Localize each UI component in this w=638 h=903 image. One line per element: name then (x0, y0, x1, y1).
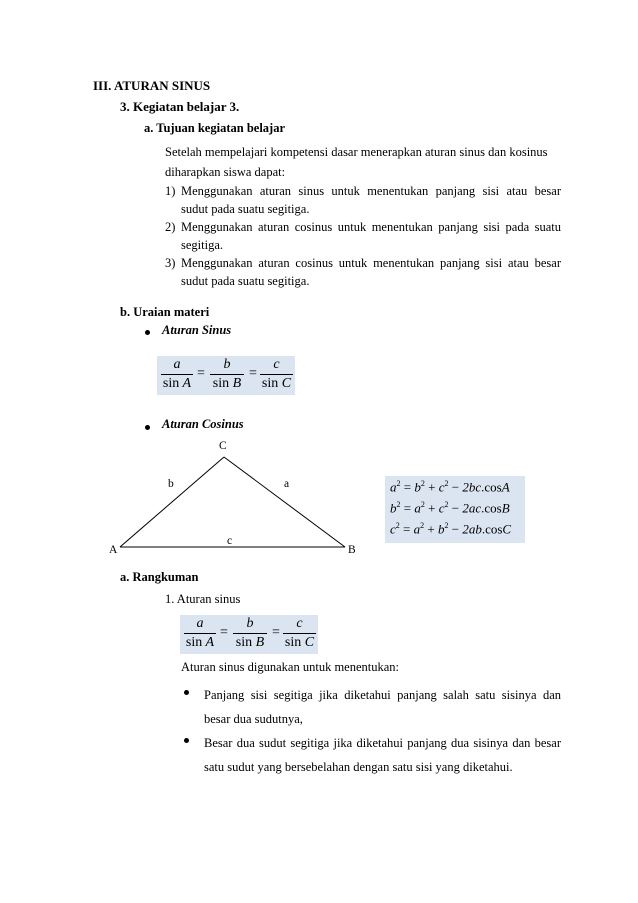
triangle-diagram (100, 440, 380, 560)
vertex-a-label: A (109, 544, 118, 556)
intro-line-1: Setelah mempelajari kompetensi dasar menerapkan aturan sinus dan kosinus (165, 145, 548, 159)
usage-item (204, 731, 561, 779)
term-2: c (438, 479, 445, 495)
objective-line-2: sudut pada suatu segitiga. (181, 274, 310, 288)
fraction-b (231, 615, 269, 652)
intro-line-2: diharapkan siswa dapat: (165, 164, 286, 179)
numerator: c (296, 616, 303, 631)
bullet-icon (145, 425, 150, 430)
fraction-c (281, 615, 318, 652)
angle: A (501, 479, 510, 495)
usage-line-1: Panjang sisi segitiga jika diketahui panjang salah satu sisinya dan (204, 688, 561, 702)
cosine-rule-label: Aturan Cosinus (162, 417, 244, 431)
sine-rule-formula (157, 356, 295, 395)
denominator (231, 634, 269, 652)
objective-number: 3) (165, 256, 176, 270)
coefficient: 2ab (462, 521, 482, 537)
sin-label: sin (284, 635, 302, 650)
side-a (224, 457, 345, 547)
vertex-b-label: B (348, 544, 356, 556)
equals-sign: = (220, 625, 228, 640)
side-a-label: a (284, 478, 290, 490)
sin-label: sin (261, 376, 279, 391)
usage-line-1: Besar dua sudut segitiga jika diketahui panjang dua sisinya dan besar (204, 736, 561, 750)
bullet-icon (184, 738, 189, 743)
cosine-law-3: $c^2 = a^2 + b^2 - 2ab.\cos C$ (390, 521, 512, 537)
side-b-label: b (168, 478, 174, 490)
numerator: a (196, 616, 204, 631)
summary-heading: a. Rangkuman (120, 570, 199, 584)
objective-line-1: Menggunakan aturan cosinus untuk menentukan panjang sisi atau besar (181, 256, 561, 270)
objective-line-2: segitiga. (181, 238, 224, 252)
equals-sign: = (197, 366, 205, 381)
sin-label: sin (185, 635, 203, 650)
objectives-list (165, 182, 561, 290)
equals-sign: = (272, 625, 280, 640)
sin-label: sin (162, 376, 180, 391)
numerator: b (246, 616, 254, 631)
term-1: b (414, 479, 421, 495)
term-1: a (413, 521, 421, 537)
activity-heading: 3. Kegiatan belajar 3. (120, 99, 240, 114)
angle: B (501, 500, 510, 516)
cosine-law-2: $b^2 = a^2 + c^2 - 2ac.\cos B$ (390, 500, 510, 516)
objective-line-1: Menggunakan aturan cosinus untuk menentukan panjang sisi pada suatu (181, 220, 561, 234)
denominator (182, 634, 218, 652)
numerator: a (173, 357, 181, 372)
cosine-law-1: $a^2 = b^2 + c^2 - 2bc.\cos A$ (390, 479, 510, 495)
fraction-c (258, 356, 295, 393)
section-title: III. ATURAN SINUS (93, 78, 211, 93)
angle-label: C (281, 376, 292, 391)
angle-label: A (182, 376, 192, 391)
equals-sign: = (249, 366, 257, 381)
vertex-c-label: C (219, 440, 227, 452)
angle-label: B (232, 376, 242, 391)
side-c-label: c (227, 535, 233, 547)
usage-line-2: satu sudut yang bersebelahan dengan satu sisi yang diketahui. (204, 760, 513, 774)
summary-item-1: 1. Aturan sinus (165, 592, 241, 606)
objectives-heading: a. Tujuan kegiatan belajar (144, 121, 286, 135)
term-2: c (438, 500, 445, 516)
objective-number: 2) (165, 220, 176, 234)
usage-intro: Aturan sinus digunakan untuk menentukan: (181, 660, 400, 674)
coefficient: 2ac (462, 500, 482, 516)
sine-rule-label: Aturan Sinus (162, 323, 232, 337)
numerator: b (223, 357, 231, 372)
objective-item (165, 218, 561, 254)
objectives-intro (165, 143, 561, 182)
angle-label: C (304, 635, 315, 650)
cosine-laws-box (385, 476, 525, 543)
bullet-icon (145, 330, 150, 335)
sine-rule-formula-summary (180, 615, 318, 654)
denominator (258, 375, 295, 393)
angle-label: A (205, 635, 215, 650)
usage-line-2: besar dua sudutnya, (204, 712, 303, 726)
angle: C (502, 521, 512, 537)
term-2: b (437, 521, 445, 537)
fraction-b (208, 356, 246, 393)
numerator: c (273, 357, 280, 372)
side-b (120, 457, 224, 547)
lhs: c (390, 521, 396, 537)
usage-item (204, 683, 561, 731)
denominator (208, 375, 246, 393)
lhs: a (390, 479, 397, 495)
objective-number: 1) (165, 184, 176, 198)
objective-line-1: Menggunakan aturan sinus untuk menentukan panjang sisi atau besar (181, 184, 561, 198)
term-1: a (414, 500, 421, 516)
denominator (281, 634, 318, 652)
fraction-a (159, 356, 195, 393)
coefficient: 2bc (462, 479, 482, 495)
sin-label: sin (212, 376, 230, 391)
objective-item (165, 254, 561, 290)
angle-label: B (255, 635, 265, 650)
objective-line-2: sudut pada suatu segitiga. (181, 202, 310, 216)
denominator (159, 375, 195, 393)
lhs: b (390, 500, 397, 516)
objective-item (165, 182, 561, 218)
fraction-a (182, 615, 218, 652)
material-heading: b. Uraian materi (120, 305, 210, 319)
bullet-icon (184, 690, 189, 695)
sin-label: sin (235, 635, 253, 650)
